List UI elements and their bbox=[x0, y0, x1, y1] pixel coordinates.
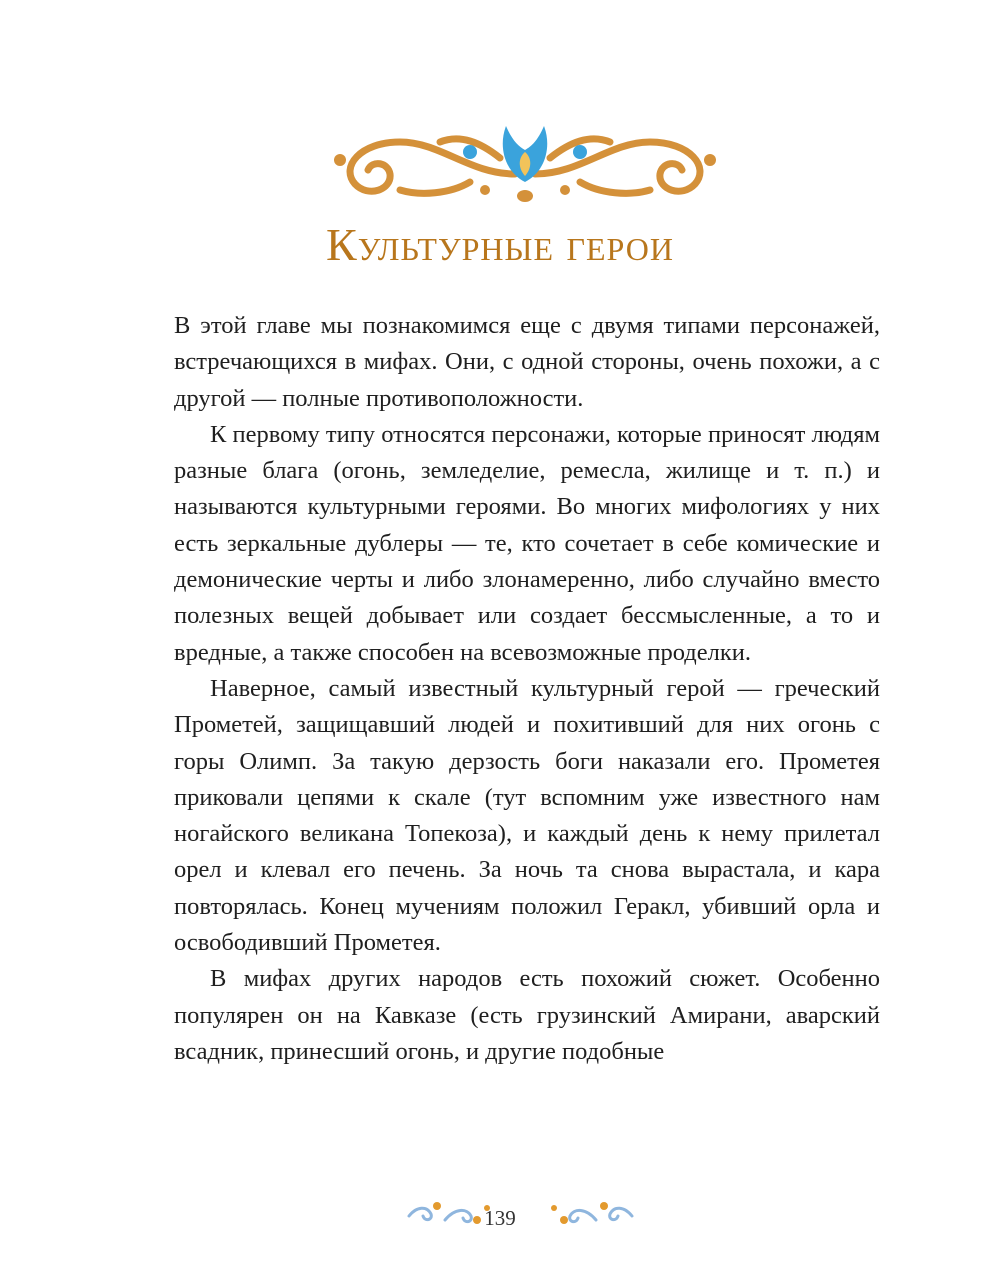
chapter-title: Культурные герои bbox=[326, 219, 674, 270]
page-number: 139 bbox=[484, 1206, 516, 1230]
body-text bbox=[174, 308, 880, 1070]
page-footer bbox=[0, 1196, 1000, 1236]
paragraph: Наверное, самый известный культурный герой — греческий Прометей, защищавший людей и похитивший для них огонь с горы Олимп. За такую дерзость боги наказали его. Прометея приковали цепями к скале (тут вспомним уже известного нам ногайского великана Топекоза), и каждый день к нему прилетал орел и клевал его печень. За ночь та снова вырастала, и кара повторялась. Конец мучениям положил Геракл, убивший орла и освободивший Прометея. bbox=[174, 674, 880, 957]
paragraph: В этой главе мы познакомимся еще с двумя типами персонажей, встречающихся в мифах. Они, с одной стороны, очень похожи, а с другой — полные противоположности. bbox=[174, 312, 880, 412]
decorative-ornament-top bbox=[320, 112, 730, 208]
paragraph: В мифах других народов есть похожий сюжет. Особенно популярен он на Кавказе (есть грузинский Амирани, аварский всадник, принесший огонь, и другие подобные bbox=[174, 965, 880, 1065]
paragraph: К первому типу относятся персонажи, которые приносят людям разные блага (огонь, земледелие, ремесла, жилище и т. п.) и называются культурными героями. Во многих мифологиях у них есть зеркальные дублеры — те, кто сочетает в себе комические и демонические черты и либо злонамеренно, либо случайно вместо полезных вещей добывает или создает бессмысленные, а то и вредные, а также способен на всевозможные проделки. bbox=[174, 420, 880, 666]
footer-ornament-right bbox=[548, 1198, 636, 1228]
